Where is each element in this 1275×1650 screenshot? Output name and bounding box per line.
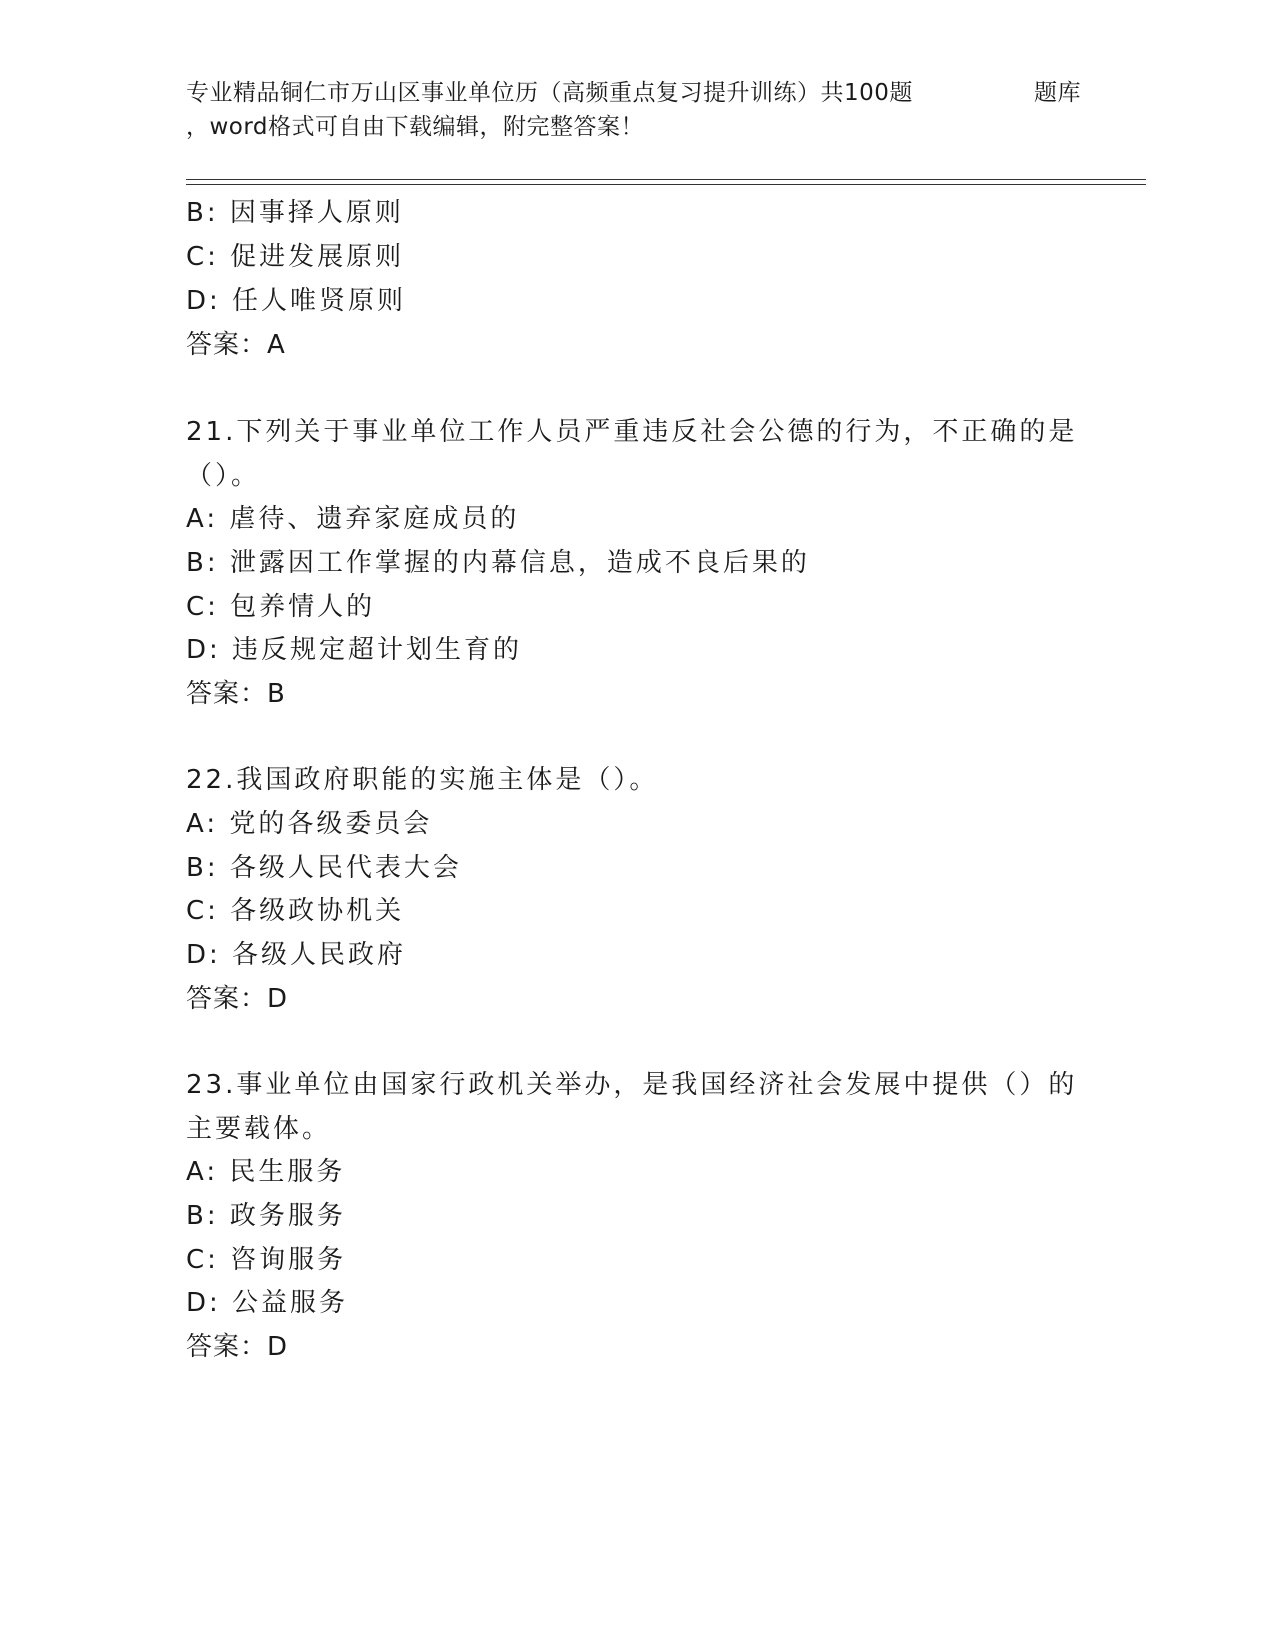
- option-line: A: 民生服务: [186, 1157, 346, 1187]
- option-line: C: 咨询服务: [186, 1245, 347, 1275]
- option-line: B: 泄露因工作掌握的内幕信息，造成不良后果的: [186, 548, 810, 578]
- header-divider-top: [186, 179, 1146, 180]
- option-line: A: 党的各级委员会: [186, 809, 433, 839]
- option-line: C: 包养情人的: [186, 592, 376, 622]
- option-line: D: 公益服务: [186, 1288, 349, 1318]
- option-line: A: 虐待、遗弃家庭成员的: [186, 504, 520, 534]
- option-line: B: 各级人民代表大会: [186, 853, 462, 883]
- option-line: D: 违反规定超计划生育的: [186, 635, 523, 665]
- option-line: D: 各级人民政府: [186, 940, 407, 970]
- answer-line: 答案：A: [186, 330, 286, 360]
- question-stem-continued: 主要载体。: [186, 1114, 332, 1144]
- option-line: B: 政务服务: [186, 1201, 346, 1231]
- answer-line: 答案：B: [186, 679, 286, 709]
- question-stem: 22.我国政府职能的实施主体是（）。: [186, 765, 659, 795]
- header-divider-bottom: [186, 184, 1146, 185]
- question-stem-continued: （）。: [186, 461, 261, 491]
- option-line: C: 各级政协机关: [186, 896, 405, 926]
- header-title-line: [186, 74, 1081, 107]
- question-stem: 23.事业单位由国家行政机关举办，是我国经济社会发展中提供（）的: [186, 1070, 1078, 1100]
- header-subtitle: ，word格式可自由下载编辑，附完整答案！: [186, 114, 645, 140]
- question-stem: 21.下列关于事业单位工作人员严重违反社会公德的行为，不正确的是: [186, 417, 1078, 447]
- header-title: 专业精品铜仁市万山区事业单位历（高频重点复习提升训练）共100题: [186, 80, 913, 106]
- answer-line: 答案：D: [186, 984, 289, 1014]
- option-line: C: 促进发展原则: [186, 242, 405, 272]
- header-right-label: 题库: [1034, 80, 1081, 106]
- answer-line: 答案：D: [186, 1332, 289, 1362]
- option-line: D: 任人唯贤原则: [186, 286, 407, 316]
- option-line: B: 因事择人原则: [186, 198, 404, 228]
